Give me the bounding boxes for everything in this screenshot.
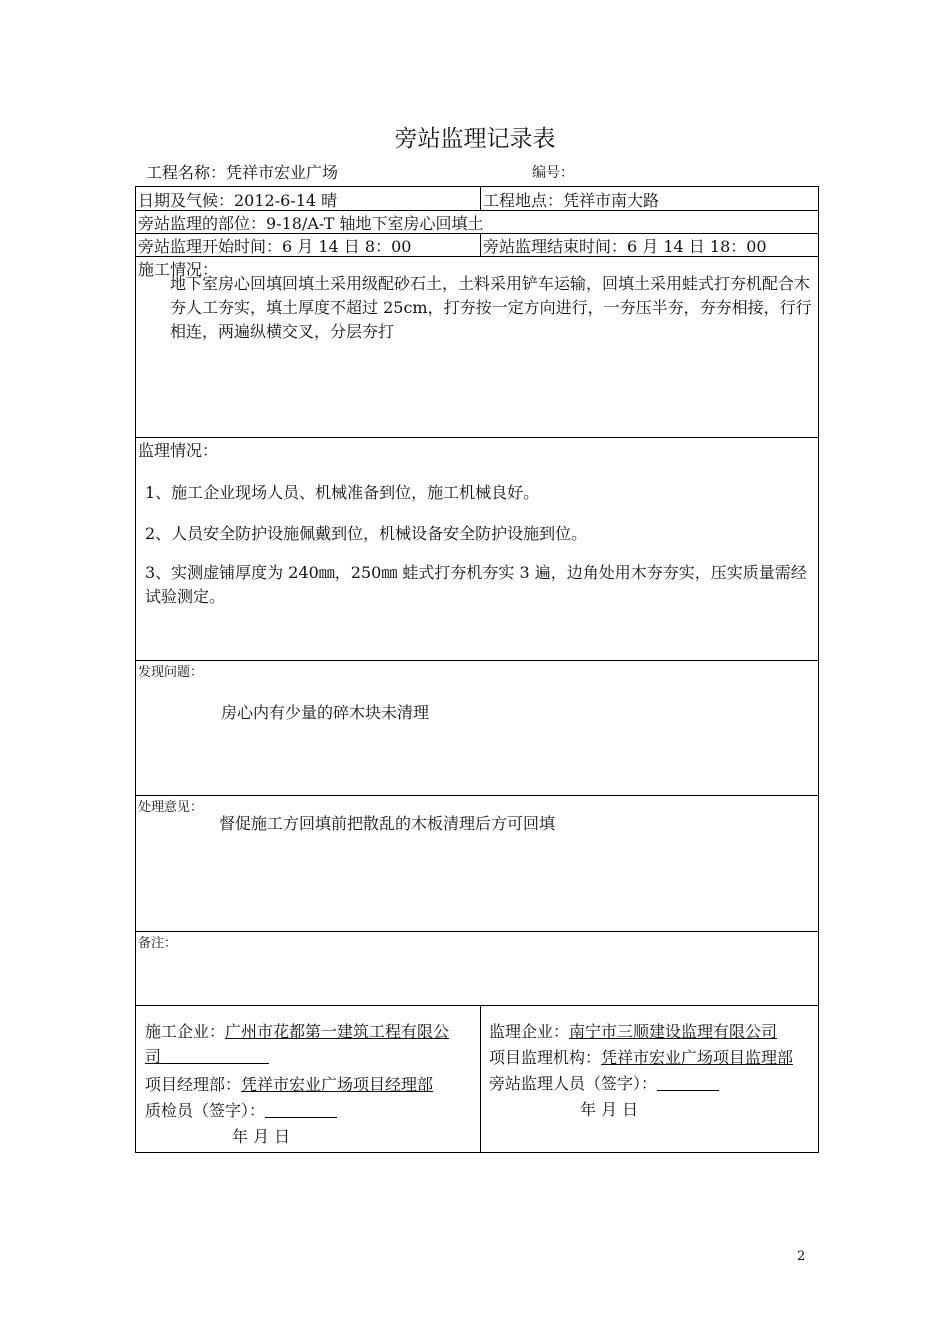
construction-company-name-wrap: 司 — [145, 1047, 162, 1066]
row-divider — [136, 660, 818, 661]
inspector-label: 质检员（签字）： — [145, 1101, 266, 1120]
construction-company — [145, 1019, 449, 1042]
construction-label: 施工情况： — [138, 260, 219, 279]
supervision-org — [489, 1045, 793, 1068]
problems-text: 房心内有少量的碎木块未清理 — [221, 703, 430, 722]
row-divider — [136, 931, 818, 932]
supervision-staff-signature — [489, 1071, 719, 1094]
construction-company-name: 广州市花都第一建筑工程有限公 — [225, 1022, 450, 1041]
row-divider — [136, 1005, 818, 1006]
signature-blank — [265, 1103, 337, 1118]
document-title: 旁站监理记录表 — [394, 126, 556, 152]
right-date: 年 月 日 — [580, 1100, 639, 1119]
supervision-item: 1、施工企业现场人员、机械准备到位，施工机械良好。 — [145, 483, 540, 502]
construction-company-wrap — [145, 1044, 269, 1067]
project-name: 工程名称：凭祥市宏业广场 — [146, 163, 339, 182]
opinion-label: 处理意见： — [138, 800, 204, 815]
column-divider — [480, 1005, 481, 1152]
opinion-text: 督促施工方回填前把散乱的木板清理后方可回填 — [219, 814, 556, 833]
manager-label: 项目经理部： — [145, 1075, 242, 1094]
column-divider — [480, 233, 481, 256]
left-date: 年 月 日 — [232, 1127, 291, 1146]
date-weather: 日期及气候：2012-6-14 晴 — [138, 191, 338, 210]
supervision-position: 旁站监理的部位：9-18/A-T 轴地下室房心回填土 — [138, 214, 484, 233]
supervision-item: 3、实测虚铺厚度为 240㎜，250㎜ 蛙式打夯机夯实 3 遍，边角处用木夯夯实，压实质量需经试验测定。 — [145, 563, 807, 606]
row-divider — [136, 437, 818, 438]
problems-label: 发现问题： — [138, 665, 204, 680]
org-label: 项目监理机构： — [489, 1048, 602, 1067]
page-number: 2 — [797, 1249, 806, 1264]
row-divider — [136, 795, 818, 796]
supervision-item: 2、人员安全防护设施佩戴到位，机械设备安全防护设施到位。 — [145, 524, 588, 543]
record-number-label: 编号： — [532, 165, 574, 181]
project-manager-dept — [145, 1072, 433, 1095]
org-value: 凭祥市宏业广场项目监理部 — [601, 1048, 794, 1067]
supervision-company-label: 监理企业： — [489, 1022, 570, 1041]
manager-value: 凭祥市宏业广场项目经理部 — [241, 1075, 434, 1094]
column-divider — [480, 187, 481, 210]
remarks-label: 备注： — [138, 936, 178, 951]
signature-blank — [657, 1076, 719, 1091]
start-time: 旁站监理开始时间：6 月 14 日 8：00 — [138, 237, 412, 256]
supervision-company-name: 南宁市三顺建设监理有限公司 — [569, 1022, 778, 1041]
supervision-company — [489, 1019, 777, 1042]
record-table — [135, 186, 819, 1153]
quality-inspector-signature — [145, 1098, 337, 1121]
project-location: 工程地点：凭祥市南大路 — [483, 191, 660, 210]
underline-blank — [161, 1049, 269, 1064]
staff-label: 旁站监理人员（签字）： — [489, 1074, 658, 1093]
end-time: 旁站监理结束时间：6 月 14 日 18：00 — [483, 237, 767, 256]
construction-company-label: 施工企业： — [145, 1022, 226, 1041]
supervision-label: 监理情况： — [138, 441, 219, 460]
construction-text: 地下室房心回填回填土采用级配砂石土，土料采用铲车运输，回填土采用蛙式打夯机配合木夯人工夯实，填土厚度不超过 25cm，打夯按一定方向进行，一夯压半夯，夯夯相接，行行相连，两遍纵横交叉，分层夯打 — [170, 274, 812, 341]
